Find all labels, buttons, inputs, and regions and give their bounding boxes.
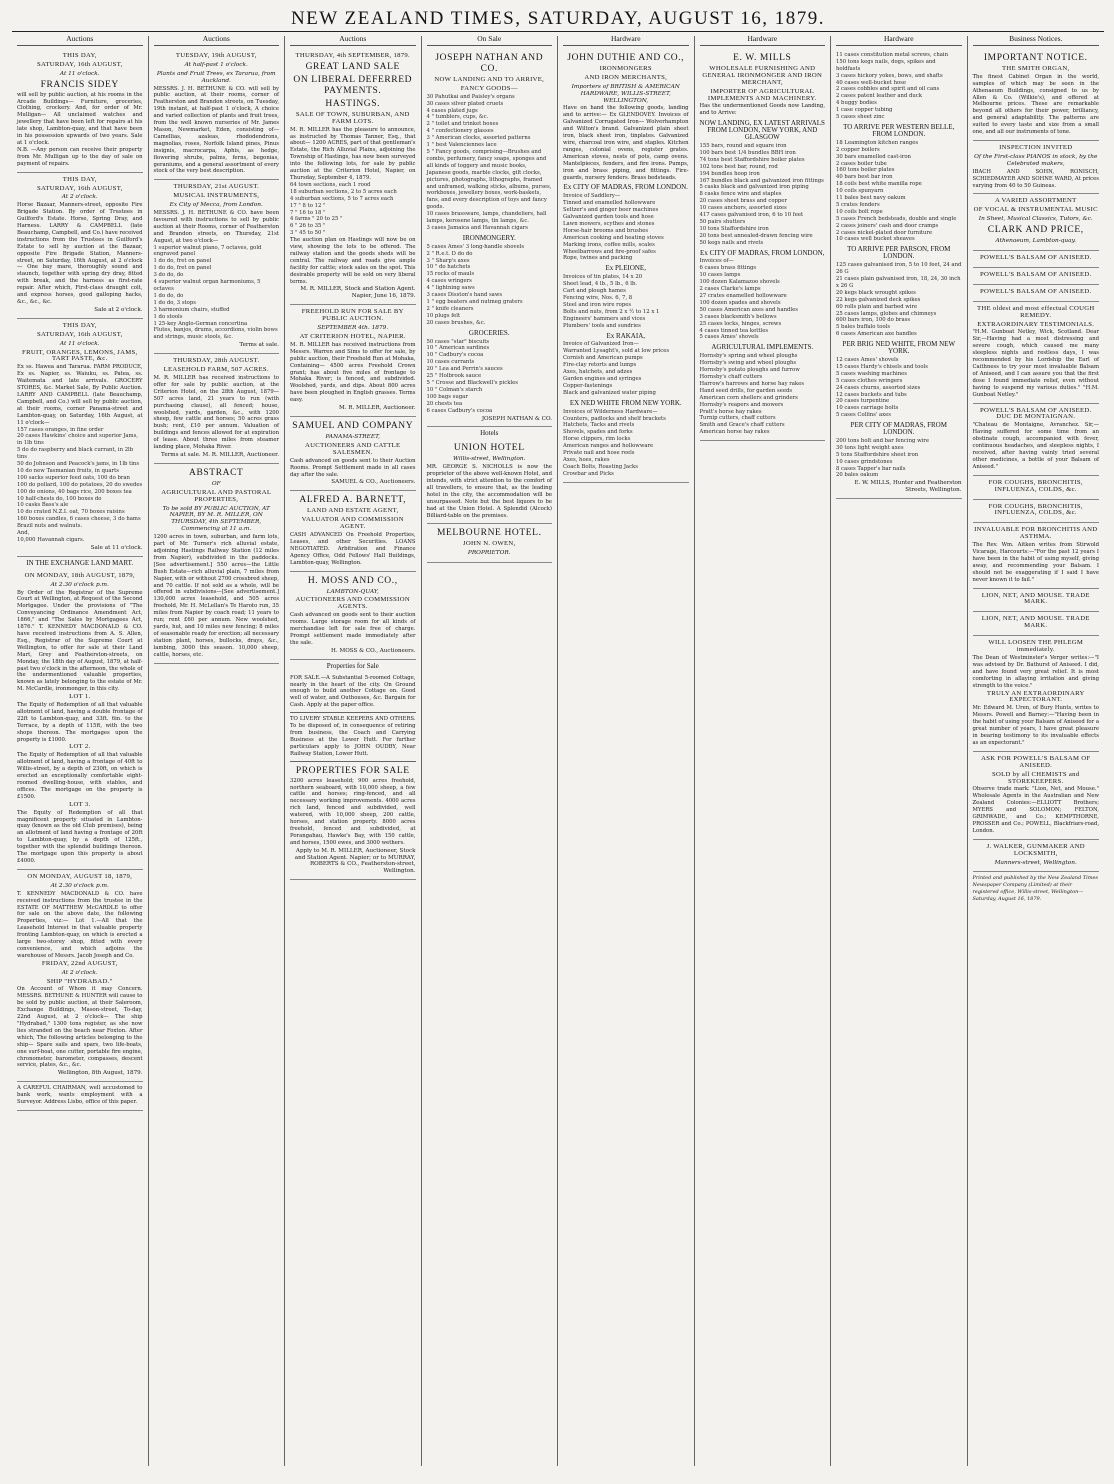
ad-heading: THE oldest and most effectual COUGH REMEDY. <box>976 304 1095 319</box>
ad-body: Have on hand the following goods, landing and to arrive:— Ex GLENDOVEY. Invoices of Galvanized Corrugated Iron— Wolverhampton and Wilton's brand. Galvanized plain sheet iron, black sheet iron, tinplates. Galvanized wire, charcoal iron wire, and staples. Kitchen ranges, colonial ovens, register grates. American stoves, nests of pots, camp ovens. Mantelpieces, fenders, and fire irons. Pumps, iron and brass piping, and fittings. Fire-guards, nursery fenders. Brass bedsteads. <box>563 105 689 181</box>
column-8 <box>968 36 1105 1466</box>
ad-title: AUCTIONEERS AND CATTLE SALESMEN. <box>305 441 401 456</box>
ad-heading: LION, NET, AND MOUSE. TRADE MARK. <box>981 591 1090 606</box>
business-ad <box>290 417 416 491</box>
column-heading: Auctions <box>17 36 143 46</box>
column-heading: Hardware <box>836 36 962 46</box>
auction-ad <box>154 354 280 464</box>
section-heading: TO ARRIVE PER PARSON, FROM LONDON. <box>847 245 951 261</box>
ad-body: On Account of Whom it may Concern. MESSRS. BETHUNE & HUNTER will cause to be sold by public auction, at their Saleroom, Exchange Buildings, Mason-street, To-day, 22nd August, at 2 o'clock— The ship "Hydrabad," 1300 tons register, as she now lies stranded on the beach near Foxton. After which, The following articles belonging to the ship— Spare sails and spars, two life-boats, one surf-boat, one cutter, portable fire engine, chronometer, barometer, compasses, descent service, plates, &c., &c. <box>17 986 143 1069</box>
column-2 <box>149 36 286 1466</box>
ad-title: SHIP "HYDRABAD." <box>46 977 113 985</box>
column-heading: Business Notices. <box>973 36 1100 46</box>
ad-body: The finest Cabinet Organ in the world, samples of which may be seen in the Athenaeum Buildings, consigned to us by Allen & Co. (Wilkie's), and offered at Melbourne prices. These are remarkable beyond all others for their power, brilliancy, and general adaptability. The patterns are suited to every taste and size from a small one, and all our instruments of tone. <box>972 73 1099 136</box>
ad-body: M. R. MILLER has the pleasure to announce, as instructed by Thomas Tanner, Esq., that about— 1200 ACRES, part of that gentleman's Estate, the Rich Alluvial Plains, adjoining the Township of Hastings, has now been surveyed into the following lots, for sale by public auction at the Criterion Hotel, Napier, on Thursday, September 4, 1879. <box>290 126 416 181</box>
ad-signature: M. R. MILLER, Stock and Station Agent. Napier, June 16, 1879. <box>300 286 416 300</box>
ad-subtitle: Manners-street, Wellington. <box>994 859 1077 866</box>
ad-heading: FRIDAY, 22nd AUGUST, <box>41 959 118 967</box>
ad-subtitle: IRONMONGERS <box>599 64 652 72</box>
hardware-ad <box>700 49 826 441</box>
balsam-notice <box>973 285 1100 302</box>
ad-title: ON LIBERAL DEFERRED PAYMENTS. <box>293 74 413 96</box>
ad-date: SATURDAY, 16th AUGUST, <box>36 184 123 192</box>
ad-title: AGRICULTURAL AND PASTORAL PROPERTIES, <box>161 488 272 503</box>
ad-body: Mr. Edward M. Uren, of Bury Hunts, writes to Messrs. Powell and Barney:—"Having been in the habit of using your Balsam of Aniseed for a great number of years, I have great pleasure in bearing testimony to its invaluable effects as an expectorant." <box>972 705 1099 746</box>
ad-signature: Sale at 2 o'clock. <box>94 306 143 313</box>
ad-body: M. R. MILLER has received instructions from Messrs. Warren and Sims to offer for sale, by public auction, their Freehold Run at Mohaka, Containing— 4500 acres Freehold Crown grant; has about five miles of frontage to Mohaka River; is fenced, and subdivided. Woolshed, yards, and dips. About 800 acres have been ploughed in English grasses. Terms easy. <box>290 341 416 404</box>
property-ad <box>290 672 416 881</box>
ad-heading: LION, NET, AND MOUSE. TRADE MARK. <box>981 615 1090 630</box>
ad-list: Invoices of tin plates, 14 x 20 Sheet lead, 4 lb., 5 lb., 6 lb. Cart and plough hames Fencing wire, Nos. 6, 7, 8 Steel and iron wire ropes Bolts and nuts, from 2 x ½ to 12 x 1 Engineers' hammers and vices Plumbers' tools and sundries <box>563 274 660 329</box>
ad-title: FANCY GOODS— <box>460 84 518 92</box>
ad-list: 157 cases oranges, in fine order 20 cases Hawkins' choice and superior Jams, in 1lb tins 5 do do raspberry and black currant, in 2lb tins 50 do Johnson and Peacock's jams, in 1lb tins 10 do new Tasmanian fruits, in quarts 100 sacks superior feed oats, 100 do bran 100 do pollard, 100 do potatoes, 20 do swedes 100 do onions, 40 bags rice, 200 boxes tea 10 half-chests do, 100 boxes do 10 casks Bass's ale 10 do crated N.Z.I. oat, 70 boxes raisins 160 boxes candles, 6 cases cheese, 3 do hams Brazil nuts and walnuts. And, 10,000 Havannah cigars. <box>17 426 143 543</box>
section-heading: GROCERIES. <box>468 328 510 337</box>
ad-heading: INSPECTION INVITED <box>999 143 1073 151</box>
ad-subtitle: To be sold BY PUBLIC AUCTION, AT NAPIER, BY M. R. MILLER, ON THURSDAY, 4th SEPTEMBER, Commencing at 11 a.m. <box>162 505 270 533</box>
ad-title: VALUATOR AND COMMISSION AGENT. <box>301 516 404 531</box>
ad-list: 12 cases Ames' shovels 15 cases Hardy's chisels and tools 5 cases washing machines 5 cases clothes wringers 24 cases churns, assorted sizes 12 cases buckets and tubs 20 cases turpentine 10 cases carriage bolts 5 cases Collins' axes <box>836 356 928 419</box>
ad-title: PROPRIETOR. <box>467 550 511 557</box>
section-heading: IN THE EXCHANGE LAND MART. <box>26 558 134 567</box>
hotel-ad <box>427 524 553 563</box>
classified-ad <box>17 1082 143 1111</box>
column-5 <box>558 36 695 1466</box>
column-1 <box>12 36 149 1466</box>
ad-list: Invoices of— 6 cases brass fittings 10 cases lamps 100 dozen Kalamazoo shovels 2 cases Clarke's lamps 27 crates enamelled hollowware 100 dozen spades and shovels 50 cases American axes and handles 3 cases blacksmith's bellows 25 cases locks, hinges, screws 4 cases tinned tea kettles 5 cases Ames' shovels <box>699 258 798 341</box>
ad-body: CASH ADVANCED On Freehold Properties, Leases, and other Securities. LOANS NEGOTIATED. Arbitration and Finance Agency Office, Odd Fellows' Hall Buildings, Lambton-quay, Wellington. <box>290 532 416 566</box>
lot-heading: LOT 2. <box>69 743 91 751</box>
ad-body: A CAREFUL CHAIRMAN, well accustomed to bank work, wants employment with a Surveyor. Address Lisbo, office of this paper. <box>17 1085 143 1106</box>
divider <box>290 761 416 762</box>
ad-body: M. R. MILLER has received instructions to offer for sale by public auction, at the Criterion Hotel, on the 28th August, 1879— 507 acres land, 21 years to run (with purchasing clause), all fenced; house, woolshed, yards, garden, &c., with 1200 sheep, few cattle and horses; 50 acres grass bush; rent, £10 per annum. Valuation of buildings and fences allowed for at expiration of lease. About three miles from steamer landing place, Mohaka River. <box>153 374 279 451</box>
ad-time: At 11 o'clock. <box>59 340 100 347</box>
auction-ad <box>290 49 416 305</box>
ad-title: Plants and Fruit Trees, ex Tararua, from Auckland. <box>156 70 276 84</box>
ad-body: FOR SALE.—A Substantial 5-roomed Cottage, nearly in the heart of the city. On Ground enough to build another Cottage on. Good well of water, and Outhouses, &c. Bargain for Cash. Apply at the paper office. <box>290 674 416 709</box>
ad-heading: TUESDAY, 19th AUGUST, <box>175 51 257 59</box>
ad-body: TO LIVERY STABLE KEEPERS AND OTHERS. To be disposed of, in consequence of retiring from business, the Coach and Carrying Business at the Lower Hutt. For further particulars apply to JOHN OUDBY, Near Railway Station, Lower Hutt. <box>290 716 416 757</box>
ad-heading: SAMUEL AND COMPANY <box>292 420 414 431</box>
column-heading: Hardware <box>700 36 826 46</box>
ad-time: At 2.30 o'clock p.m. <box>50 882 109 889</box>
ad-date: SATURDAY, 16th AUGUST, <box>36 60 123 68</box>
ad-body: Ex ss. Hawea and Tararua. FARM PRODUCE, Ex ss. Napier, ss. Waiuku, ss. Patea, ss. Waitemata and late arrivals. GROCERY STORES, &c. Market Sale, By Public Auction. LARRY AND CAMPBELL (late Beauchamp, Campbell, and Co.) will sell by public auction, at their rooms, corner Panama-street and Lambton-quay, on Saturday, 16th August, at 11 o'clock— <box>17 364 143 426</box>
ad-body: In Sheet, Musical Classics, Tutors, &c. <box>978 216 1093 223</box>
section-heading: PER CITY OF MADRAS, FROM LONDON. <box>850 421 947 437</box>
ad-list: 11 cases constitution metal screws, chain 150 tons kegs nails, dogs, spikes and holdfasts 3 cases hickory yokes, bows, and shafts 40 cases well-bucket hose 2 cases cobbles and spirit and oil cans 2 cases patent leather and duck 4 buggy bodies 1 case copper tubing 5 cases sheet zinc <box>836 51 948 121</box>
ad-title: THE SMITH ORGAN, <box>1002 64 1070 72</box>
lot-heading: LOT 3. <box>69 800 91 808</box>
business-notice <box>973 752 1100 840</box>
ad-title: MUSICAL INSTRUMENTS, <box>173 192 260 200</box>
ad-subtitle: NOW LANDING AND TO ARRIVE, <box>434 75 545 83</box>
ad-heading: THURSDAY, 28th AUGUST. <box>173 357 260 365</box>
ad-subtitle: WHOLESALE FURNISHING AND GENERAL IRONMONGER AND IRON MERCHANT, <box>702 64 823 86</box>
section-heading: Ex CITY OF MADRAS, FROM LONDON, <box>700 248 825 257</box>
ad-body: "H.M. Gunboat Netley, Wick, Scotland. Dear Sir,—Having had a most distressing and severe cough, which caused me many sleepless nights and restless days, I was recommended by his Lordship the Earl of Caithness to try your most invaluable Balsam of Aniseed, and I can assure you that the first dose I found immediate relief, even without having to suspend my various duties." "H.M. Gunboat Netley." <box>972 329 1099 398</box>
ad-subtitle: IMPORTER OF AGRICULTURAL IMPLEMENTS AND MACHINERY. <box>707 87 817 102</box>
ad-subtitle: OF <box>211 480 221 487</box>
coughs-notice <box>973 476 1100 500</box>
column-4 <box>422 36 559 1466</box>
ad-date: SEPTEMBER 4th. 1879. <box>317 325 389 332</box>
ad-list: 64 town sections, each 1 rood 18 suburban sections, 2 to 5 acres each 4 suburban sections, 5 to 7 acres each 17 " 8 to 12 " 7 " 16 to 18 " 4 farms " 20 to 25 " 6 " 26 to 35 " 3 " 45 to 50 " <box>290 181 397 237</box>
ad-body: "Chateau de Montaigne, Avranchez. Sir,—Having suffered for some time from an obstinate cough, accompanied with fever, continuous headaches, and sleepless nights, I received, after having vainly tried several other medicines, a bottle of your Balsam of Aniseed." <box>972 422 1099 470</box>
lion-notice <box>973 612 1100 636</box>
ad-heading: FOR COUGHS, BRONCHITIS, INFLUENZA, COLDS, &c. <box>988 478 1083 493</box>
ad-body: The auction plan on Hastings will now be on view, showing the lots to be offered. The railway station and the goods sheds will be central. The railway and roads give ample facility for cattle; stock sales on the spot. This desirable property will be sold on very liberal terms. <box>290 237 416 285</box>
ad-heading: INVALUABLE FOR BRONCHITIS AND ASTHMA. <box>974 526 1098 541</box>
ad-list: 18 Leamington kitchen ranges 2 copper boilers 30 bars enamelled cast-iron 2 cases boiler tube 160 tons boiler plates 40 bars best bar iron 18 coils best white manilla rope 10 coils spunyarn 11 bales best navy oakum 5 crates fenders 10 coils bolt rope 5 cases French bedsteads, double and single 2 cases joiners' cash and door cramps 2 cases nickel-plated door furniture 10 cases well bucket sheaves <box>836 139 957 243</box>
balsam-notice <box>973 251 1100 268</box>
ad-heading: UNION HOTEL <box>453 443 525 454</box>
ad-signature: Terms at sale. M. R. MILLER, Auctioneer. <box>161 451 279 458</box>
ad-time: At 2.30 o'clock p.m. <box>50 581 109 588</box>
section-heading: Ex CITY OF MADRAS, FROM LONDON. <box>563 183 688 192</box>
lot-body: The Equity of Redemption of all that magnificent property situated in Lambton-quay (known as the old Club premises), being an allotment of land having a frontage of 20ft to Lambton-quay, by a depth of 125ft., together with the splendid buildings thereon. The mortgage upon this property is about £4000. <box>17 809 143 864</box>
ad-heading: POWELL'S BALSAM OF ANISEED. <box>980 270 1092 278</box>
ad-body: T. KENNEDY MACDONALD & CO. have received instructions from the trustee in the ESTATE OF MATTHEW McCARDLE to offer for sale on the above date, the following Properties, viz:— Lot 1.—All that the Leasehold Interest in that valuable property fronting Lambton-quay, on which is erected a large two-storey shop, fitted with every convenience, and which adjoins the warehouse of Messrs. Jacob Joseph and Co. <box>17 890 143 959</box>
ad-heading: THURSDAY, 21st AUGUST. <box>173 183 260 191</box>
coughs-notice <box>973 500 1100 524</box>
balsam-notice <box>973 268 1100 285</box>
ad-note: N.B. —Any person can receive their property from Mr. Mulligan up to the day of sale on payment of repairs. <box>17 146 143 167</box>
ad-heading: A VARIED ASSORTMENT <box>994 197 1077 205</box>
ad-heading: POWELL'S BALSAM OF ANISEED. <box>980 254 1092 262</box>
section-heading: Properties for Sale <box>326 661 379 670</box>
ad-signature: Apply to M. R. MILLER, Auctioneer, Stock and Station Agent. Napier; or to MURRAY, ROBERTS & CO., Featherston-street, Wellington. <box>294 847 416 875</box>
business-notice <box>973 840 1100 873</box>
business-notice <box>973 404 1100 476</box>
lot-body: The Equity of Redemption of all that valuable allotment of land, having a double frontage of 22ft to Lambton-quay, and 33ft. 6in. to the Terrace, by a depth of 115ft, with the two shops thereon. The mortgages upon the property is £1000. <box>17 702 143 743</box>
ad-title: CLARK AND PRICE, <box>987 225 1084 236</box>
column-heading: Hardware <box>563 36 689 46</box>
ad-signature: Athenaeum, Lambton-quay. <box>995 238 1076 245</box>
section-heading: PER BRIG NED WHITE, FROM NEW YORK. <box>842 340 956 356</box>
ad-heading: MELBOURNE HOTEL. <box>436 528 542 539</box>
hotel-ad <box>427 439 553 524</box>
ad-heading: E. W. MILLS <box>733 52 792 63</box>
ad-title: GREAT LAND SALE <box>305 61 400 72</box>
ad-heading: POWELL'S BALSAM OF ANISEED. <box>980 287 1092 295</box>
ad-auctioneer: FRANCIS SIDEY <box>40 79 119 90</box>
ad-subtitle: AT CRITERION HOTEL, NAPIER. <box>299 333 406 340</box>
ad-subtitle: Of the First-class PIANOS in stock, by the Celebrated makers, <box>974 153 1098 167</box>
lot-heading: LOT 1. <box>69 693 91 701</box>
ad-heading: ON MONDAY, AUGUST 18, 1879, <box>27 872 133 880</box>
ad-signature: Wellington, 8th August, 1879. <box>57 1070 143 1077</box>
ad-subtitle: Ex City of Mecca, from London. <box>169 202 263 209</box>
column-heading: On Sale <box>427 36 553 46</box>
lot-body: The Equity of Redemption of all that valuable allotment of land, having a frontage of 40ft to Willis-street, by a depth of 230ft, on which is erected an exceptionally comfortable eight-roomed dwelling-house, with stables, and offices. The mortgage on the property is £1500. <box>17 752 143 800</box>
column-6 <box>695 36 832 1466</box>
ad-title: FRUIT, ORANGES, LEMONS, JAMS, TART PASTE, &c. <box>22 348 138 363</box>
ad-list: Invoice of Saddlery— Tinned and enamelled hollowware Seltzer's and ginger beer machines Galvanized garden tools and hose Lawn mowers, scythes and stones Horse-hair brooms and brushes American cooking and heating stoves Marking irons, coffee mills, scales Wheelbarrows and fire-proof safes Rope, twines and packing <box>563 193 664 262</box>
ad-time: At half-past 1 o'clock. <box>184 61 248 68</box>
ad-subtitle: AND IRON MERCHANTS, <box>584 73 668 81</box>
ad-heading: POWELL'S BALSAM OF ANISEED. DUC DE MONTAIGNAN. <box>980 406 1092 421</box>
ad-heading: JOHN DUTHIE AND CO., <box>567 52 685 63</box>
ad-heading: H. MOSS AND CO., <box>307 575 398 586</box>
column-heading: Auctions <box>154 36 280 46</box>
ad-body: The Rev. Wm. Aitken writes from Stirwold Vicarage, Harcourts:—"For the past 12 years I have been in the habit of using myself, giving away, and recommending your Balsam. I should not be exaggerating if I said I have never known it to fail." <box>972 542 1099 583</box>
ad-heading: PROPERTIES FOR SALE <box>295 765 410 776</box>
ad-heading: ABSTRACT <box>189 467 244 478</box>
ad-body: The Dean of Westminster's Verger writes:—"I was advised by Dr. Bathurst of Aniseed. I did, and have found very great relief. It is most comforting in allaying irritation and giving strength to the voice." <box>972 655 1099 689</box>
ad-time: At 2 o'clock. <box>61 969 98 976</box>
ad-body: Has the undermentioned Goods now Landing, and to Arrive: <box>699 103 825 117</box>
ad-signature: JOSEPH NATHAN & CO. <box>481 415 552 422</box>
divider <box>290 712 416 713</box>
ad-heading: ALFRED A. BARNETT, <box>299 495 407 506</box>
ad-title: AUCTIONEERS AND COMMISSION AGENTS. <box>295 596 410 611</box>
ad-date: SATURDAY, 16th AUGUST, <box>36 330 123 338</box>
ad-body: By Order of the Registrar of the Supreme Court at Wellington, at Request of the Second Mortgagee. Under the provisions of "The Conveyancing Ordinance Amendment Act, 1866," and "The Sales by Mortgagees Act, 1876." T. KENNEDY MACDONALD & CO. have received instructions from A. S. Allen, Esq., Registrar of the Supreme Court at Wellington, to offer for sale at their Land Mart, Grey and Featherston-streets, on Monday, the 18th day of August, 1879, at half-past two o'clock in the afternoon, the whole of the undermentioned valuable properties, known as lately belonging to the estate of Mr. M. McCardle, ironmonger, in this city. <box>17 589 143 693</box>
section-heading: NOW LANDING, EX LATEST ARRIVALS FROM LONDON, NEW YORK, AND GLASGOW <box>699 119 825 142</box>
auction-ad <box>17 319 143 557</box>
column-3 <box>285 36 422 1466</box>
ad-heading: J. WALKER, GUNMAKER AND LOCKSMITH, <box>986 842 1085 857</box>
business-notice <box>973 194 1100 251</box>
auction-ad <box>17 569 143 870</box>
ad-signature: Terms at sale. <box>239 342 279 349</box>
ad-list: 50 cases "star" biscuits 10 " American sardines 10 " Cadbury's cocoa 10 cases currants 20 " Lea and Perrin's sauces 25 " Holbrook sauce 5 " Crosse and Blackwell's pickles 10 " Colman's starch 100 bags sugar 20 chests tea 6 cases Cadbury's cocoa <box>426 338 518 414</box>
ad-list: 200 tons bolt and bar fencing wire 30 tons light weight axes 5 tons Staffordshire sheet iron 10 cases grindstones 8 cases Tapper's bar nails 20 bales oakum <box>836 437 929 479</box>
ad-list: Invoices of Wilderness Hardware— Counters, padlocks and shelf brackets Hatchets, Tacks and rivets Shovels, spades and forks Horse clippers, rim locks American ranges and hollowware Private nail and hose reels Axes, hoes, rakes Coach Bolts, Roasting Jacks Crowbar and Picks <box>563 408 666 477</box>
ad-list: 155 bars, round and square iron 100 bars best 1/4 bundles BBH iron 74 tons best Staffordshire boiler plates 102 tons best bar, round, rod 194 bundles hoop iron 167 bundles black and galvanized iron fittings 5 casks black and galvanized iron piping 8 casks fence wire and staples 20 cases sheet brass and copper 10 cases anchors, assorted sizes 417 cases galvanised iron, 6 to 10 feet 50 pairs shutters 10 tons Staffordshire iron 20 tons best annealed-drawn fencing wire 50 kegs nails and rivets <box>699 142 824 246</box>
ad-signature: SAMUEL & CO., Auctioneers. <box>331 479 416 486</box>
ad-heading: THIS DAY, <box>62 321 97 329</box>
ad-subtitle: LAND AND ESTATE AGENT, <box>307 507 399 515</box>
ad-subtitle: LAMBTON-QUAY, <box>326 588 379 595</box>
merchant-ad <box>427 49 553 428</box>
ad-heading: THIS DAY, <box>62 175 97 183</box>
ad-signature: H. MOSS & CO., Auctioneers. <box>331 647 416 654</box>
auction-ad <box>17 49 143 173</box>
ad-body: IBACH AND SOHN, RONISCH, SCHIEDMAYER AND SOHNE WARD, At prices varying from 40 to 50 Guineas. <box>972 168 1099 189</box>
ad-list: 125 cases galvanised iron, 5 to 10 feet, 24 and 26 G 21 cases plain galvanised iron, 18, 24, 30 inch x 26 G 20 kegs black wrought spikes 22 kegs galvanized deck spikes 60 rolls plain and barbed wire 25 cases lamps, globes and chimneys 600 bars iron, 100 do brass 5 bales buffalo tools 6 cases American axe handles <box>836 262 962 338</box>
auction-ad <box>154 464 280 664</box>
ad-heading: ASK FOR POWELL'S BALSAM OF ANISEED. <box>981 754 1091 769</box>
auction-ad <box>17 870 143 1082</box>
business-notice <box>973 141 1100 194</box>
ad-body: MR. GEORGE S. NICHOLLS is now the proprietor of the above well-known Hotel, and intends, with strict attention to the comfort of all travellers, to ensure that, as the leading hotel in the city, the accommodation will be unsurpassed. Note but the best liquors to be had at the Union Hotel. A Splendid (Alcock) Billiard-table on the premises. <box>426 464 552 519</box>
column-heading: Auctions <box>290 36 416 46</box>
business-ad <box>290 572 416 660</box>
ad-title: Importers of BRITISH & AMERICAN HARDWARE, WILLIS-STREET, WELLINGTON, <box>571 83 680 104</box>
section-heading: Ex RAKAIA, <box>606 331 645 340</box>
section-heading: Hotels <box>480 429 499 438</box>
ad-title: HASTINGS. <box>325 98 381 109</box>
ad-time: At 11 o'clock. <box>59 70 100 77</box>
section-heading: EX NED WHITE FROM NEW YORK. <box>569 398 682 407</box>
auction-ad <box>154 49 280 180</box>
masthead: NEW ZEALAND TIMES, SATURDAY, AUGUST 16, 1879. <box>12 6 1104 32</box>
ad-subtitle: Willis-street, Wellington. <box>453 456 526 463</box>
ad-heading: SOLD by all CHEMISTS and STOREKEEPERS. <box>992 770 1080 785</box>
ad-list: 30 Pahutkai and Paisley's organs 30 cases silver plated cruets 4 cases plated jugs 4 " tumblers, cups, &c. 2 " toilet and trinket boxes 4 " confectionery glasses 3 " American clocks, assorted patterns 1 " best Valenciennes lace 5 " Fancy goods, comprising—Brushes and combs, perfumery, fancy soaps, sponges and all kinds of toggery and music books, Japanese goods, marble clocks, gilt clocks, pictures, photographs, lithographs, framed and unframed, walking sticks, albums, purses, workboxes, jewellery boxes, work-baskets, fans, and every description of toys and fancy goods. 10 cases brassware, lamps, chandeliers, hall lamps, kerosene lamps, tin lamps, &c. 3 cases Jamaica and Havannah cigars <box>426 93 552 231</box>
section-heading: Ex PLEIONE, <box>605 264 646 273</box>
ad-subtitle: OF VOCAL & INSTRUMENTAL MUSIC <box>973 206 1098 214</box>
ad-heading: FREEHOLD RUN FOR SALE BY PUBLIC AUCTION. <box>301 308 404 323</box>
business-notice <box>973 523 1100 588</box>
ad-body: MESSRS. J. H. BETHUNE & CO. have been favoured with instructions to sell by public auction at their Rooms, corner of Featherston and Brandon streets, on Thursday, 21st August, at two o'clock— <box>153 210 279 244</box>
ad-signature: E. W. MILLS, Hunter and Featherston Streets, Wellington. <box>854 480 962 494</box>
ad-list: 5 cases Ames' 3 long-handle shovels 2 " R.e.t. D do do 3 " Sharp's axes 10 " do hatchets 15 rocks of mauls 4 cases wringers 4 " lightning saws 3 cases Disston's hand saws 1 " egg beaters and nutmeg graters 2 " knife cleaners 10 plugs felt 20 cases brushes, &c. <box>426 243 525 326</box>
ad-time: At 2 o'clock. <box>61 194 98 201</box>
ad-body: Cash advanced on goods sent to their Auction Rooms. Prompt Settlement made in all cases day after the sale. <box>290 457 416 478</box>
ad-heading: JOSEPH NATHAN AND CO. <box>435 52 544 74</box>
ad-heading: ON MONDAY, 18th AUGUST, 1879, <box>24 571 135 579</box>
ad-signature: M. R. MILLER, Auctioneer. <box>338 405 416 412</box>
ad-subtitle: PANAMA-STREET, <box>325 433 380 440</box>
ad-list: Invoice of Galvanized Iron— Warranted Lysaght's, sold at low prices Cornish and American pumps Fire-clay retorts and lumps Axes, hatchets, and adzes Garden engines and syringes Copper-fastenings Black and galvanized water piping <box>563 341 670 396</box>
ad-heading: WILL LOOSEN THE PHLEGM immediately. <box>988 639 1084 654</box>
auction-ad <box>17 173 143 319</box>
ad-body: will sell by public auction, at his rooms in the Arcade Buildings— Furniture, groceries, Clothing, crockery. And, for order of Mr. Mulligan— All unclaimed watches and jewellery that have been left for repairs at his late shop, Lambton-quay, and that have been in his possession upwards of two years. Sale at 1 o'clock. <box>17 91 143 146</box>
ad-heading: THIS DAY, <box>62 51 97 59</box>
section-heading: IRONMONGERY. <box>462 233 516 242</box>
ad-heading: FOR COUGHS, BRONCHITIS, INFLUENZA, COLDS, &c. <box>988 502 1083 517</box>
ad-list: Hornsby's spring and wheel ploughs Hornsby's swing and wheel ploughs Hornsby's potato ploughs and furrow Hornsby's chaff cutters Harrow's harrows and horse hay rakes Hand seed drills, for garden seeds American corn shellers and grinders Hornsby's reapers and mowers Pratt's horse hay rakes Turnip cutters, chaff cutters Smith and Grace's chaff cutters American horse hay rakes <box>699 353 804 436</box>
business-notice <box>973 302 1100 404</box>
ad-heading: TRULY AN EXTRAORDINARY EXPECTORANT. <box>986 689 1085 704</box>
lion-notice <box>973 589 1100 613</box>
ad-subtitle: JOHN N. OWEN, <box>462 540 516 548</box>
business-ad <box>290 491 416 571</box>
hardware-ad <box>563 49 689 483</box>
section-heading: TO ARRIVE PER WESTERN BELLE, FROM LONDON. <box>843 122 955 138</box>
ad-signature: Sale at 11 o'clock. <box>90 544 143 551</box>
ad-heading: THURSDAY, 4th SEPTEMBER, 1879. <box>295 51 411 59</box>
section-heading: AGRICULTURAL IMPLEMENTS. <box>711 343 814 352</box>
columns <box>12 36 1104 1466</box>
hardware-ad <box>836 49 962 499</box>
ad-title: EXTRAORDINARY TESTIMONIALS. <box>977 320 1095 328</box>
ad-body: Horse Bazaar, Manners-street, opposite Fire Brigade Station. By order of Trustees in Guilford's Estate. Horse, Spring Dray, and Harness. LARRY & CAMPBELL (late Beauchamp, Campbell, and Co.) have received instructions from the Trustees in Guilford's Estate to sell by auction at the Bazaar, opposite Fire Brigade Station, Manners-street, on Saturday, 16th August, at 2 o'clock— One bay mare, thoroughly sound and staunch, together with spring dry dray, fitted with break, and the harness as first-rate repair. After which, First-class draught colt, and express horses, good galloping hacks, &c., &c., &c. <box>17 202 143 305</box>
column-7 <box>831 36 968 1466</box>
ad-body: 3200 acres leasehold; 900 acres freehold, northern seaboard, with 10,000 sheep, a few cattle and horses; ring-fenced, and all necessary working improvements. 4000 acres rich land, fenced and subdivided, well watered, with 10,000 sheep, 200 cattle, horses, and station property. 8000 acres freehold, fenced and subdivided, at Porangahau, Hawke's Bay, with 150 cattle, and horses, 1500 ewes, and 3000 wethers. <box>290 777 416 846</box>
ad-body: Observe trade mark: "Lion, Net, and Mouse." Wholesale Agents in the Australian and New Zealand Colonies:—ELLIOTT Brothers; MYERS and SOLOMON; FELTON, GRIMWADE, and Co.; KEMPTHORNE, PROSSER and Co.; POWELL, Blackfriars-road, London. <box>972 786 1099 834</box>
business-notice <box>973 636 1100 752</box>
ad-body: 1200 acres in town, suburban, and farm lots, part of Mr. Turner's rich alluvial estate, adjoining Hastings Railway Station (12 miles from Napier), subdivided in the paddocks. [See advertisement.] 550 acres—the Little Bush Estate—rich alluvial plain, 7 miles from Napier, with or without 2700 crossbred sheep, and 70 cattle. If not sold as a whole, will be offered in subdivisions—[See advertisement.] 130,000 acres leasehold, and 505 acres freehold, Mr. H. McLellan's Te Haroto run, 35 miles from Napier by coach road; 11 years to run; rent £60 per annum. New woolshed, yards, hut, and 10 miles new fencing; 8 miles of seasonable ready for erection; all necessary station plant, horses, bullocks, drays, &c., lambing, 3000 this season. 10,000 sheep, cattle, horses, etc. <box>153 534 279 658</box>
ad-body: Cash advanced on goods sent to their auction rooms. Large storage room for all kinds of merchandise left for sale free of charge. Prompt settlement made immediately after the sale. <box>290 612 416 646</box>
business-notice <box>973 49 1100 141</box>
ad-heading: IMPORTANT NOTICE. <box>983 52 1088 63</box>
printer-imprint: Printed and published by the New Zealand Times Newspaper Company (Limited) at their registered office, Willis-street, Wellington—Saturday, August 16, 1879. <box>972 875 1098 903</box>
auction-ad <box>290 305 416 417</box>
ad-body: MESSRS. J. H. BETHUNE & CO. will sell by public auction, at their rooms, corner of Featherston and Brandon streets, on Tuesday, 19th instant, at half-past 1 o'clock, A choice and varied collection of plants and fruit trees, from the well known nurseries of Mr. James Mason, Newmarket, Eden, consisting of— Camellias, azaleas, rhododendrons, magnolias, roses, Norfolk Island pines, Pinus insignis, macrocarpa, Aphis, as hedge, flowering shrubs, palms, ferns, begonias, geraniums, and a general assortment of every stock of the very best description. <box>153 85 279 175</box>
auction-ad <box>154 180 280 354</box>
ad-list: 1 superior walnut piano, 7 octaves, gold engraved panel 1 do do, fret on panel 1 do do, fret on panel 3 do do, do 4 superior walnut organ harmoniums, 5 octaves 1 do do, do 1 do do, 3 stops 3 harmonium chairs, stuffed 1 do stools 1 25-key Anglo-German concertina Flutes, banjos, drums, accordions, violin bows and strings, music stools, &c. <box>153 244 278 341</box>
ad-title: LEASEHOLD FARM, 507 ACRES. <box>163 366 269 374</box>
ad-subtitle: SALE OF TOWN, SUBURBAN, AND FARM LOTS. <box>295 110 410 125</box>
